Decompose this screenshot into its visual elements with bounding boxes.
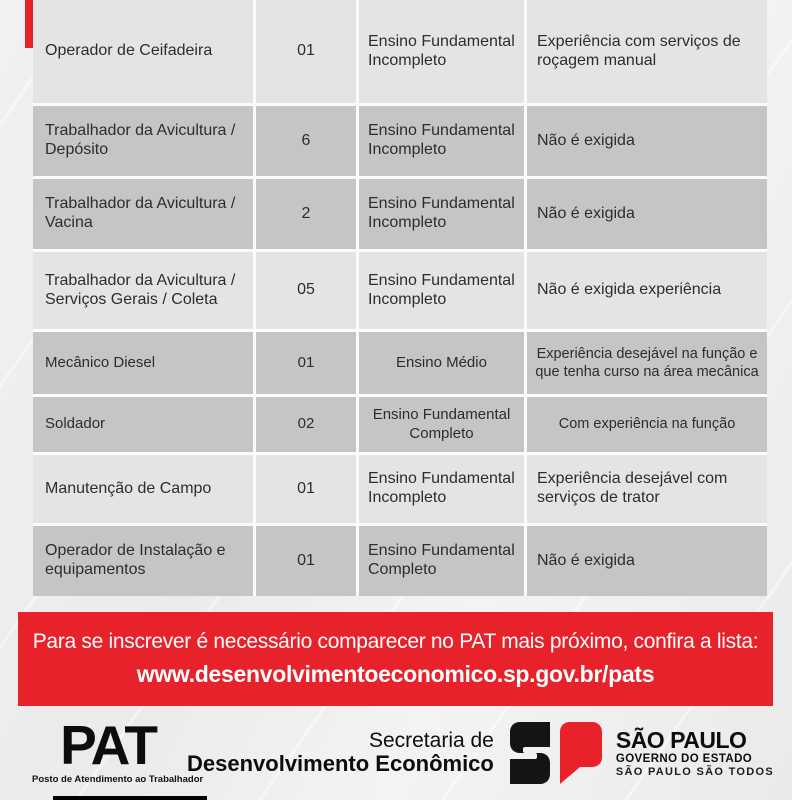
qty-cell: 01: [256, 455, 356, 523]
job-cell: Trabalhador da Avicultura / Depósito: [33, 106, 253, 176]
gov-wordmark: [616, 728, 782, 779]
secretaria-line1: Secretaria de: [368, 728, 494, 752]
banner-instruction: Para se inscrever é necessário comparecer no PAT mais próximo, confira a lista:: [32, 630, 759, 653]
gov-line2: GOVERNO DO ESTADO: [615, 753, 753, 766]
job-cell: Operador de Instalação e equipamentos: [33, 526, 253, 596]
education-cell: Ensino Médio: [359, 332, 524, 394]
experience-cell: Não é exigida experiência: [527, 252, 767, 329]
experience-cell: Experiência desejável na função e que tenha curso na área mecânica: [527, 332, 767, 394]
job-cell: Soldador: [33, 397, 253, 452]
education-cell: Ensino Fundamental Incompleto: [359, 179, 524, 249]
sp-logo-p-shape: [560, 722, 602, 784]
jobs-table: [33, 0, 767, 596]
qty-cell: 2: [256, 179, 356, 249]
sp-logo-icon: [508, 721, 604, 785]
qty-cell: 01: [256, 526, 356, 596]
sp-logo-s-shape: [510, 722, 550, 784]
pat-logo-underline: [53, 796, 207, 800]
pat-logo-title: PAT: [60, 714, 156, 777]
gov-line1: SÃO PAULO: [615, 726, 747, 753]
pat-logo-subtitle: Posto de Atendimento ao Trabalhador: [32, 773, 204, 785]
register-banner: [18, 612, 773, 706]
qty-cell: 6: [256, 106, 356, 176]
qty-cell: 05: [256, 252, 356, 329]
job-cell: Trabalhador da Avicultura / Vacina: [33, 179, 253, 249]
job-cell: Trabalhador da Avicultura / Serviços Gerais / Coleta: [33, 252, 253, 329]
qty-cell: 01: [256, 0, 356, 103]
red-accent-bar: [25, 0, 33, 48]
education-cell: Ensino Fundamental Incompleto: [359, 106, 524, 176]
experience-cell: Experiência desejável com serviços de trator: [527, 455, 767, 523]
banner-url[interactable]: www.desenvolvimentoeconomico.sp.gov.br/pats: [136, 661, 655, 687]
footer: [0, 706, 792, 800]
qty-cell: 02: [256, 397, 356, 452]
education-cell: Ensino Fundamental Completo: [359, 526, 524, 596]
experience-cell: Não é exigida: [527, 179, 767, 249]
experience-cell: Com experiência na função: [527, 397, 767, 452]
gov-line3: SÃO PAULO SÃO TODOS: [615, 766, 774, 779]
qty-cell: 01: [256, 332, 356, 394]
pat-logo: [32, 714, 204, 785]
experience-cell: Não é exigida: [527, 526, 767, 596]
job-cell: Manutenção de Campo: [33, 455, 253, 523]
experience-cell: Não é exigida: [527, 106, 767, 176]
experience-cell: Experiência com serviços de roçagem manual: [527, 0, 767, 103]
secretaria-line2: Desenvolvimento Econômico: [187, 751, 494, 777]
education-cell: Ensino Fundamental Incompleto: [359, 252, 524, 329]
education-cell: Ensino Fundamental Incompleto: [359, 0, 524, 103]
secretaria-wordmark: [187, 730, 494, 776]
education-cell: Ensino Fundamental Incompleto: [359, 455, 524, 523]
job-cell: Operador de Ceifadeira: [33, 0, 253, 103]
education-cell: Ensino Fundamental Completo: [359, 397, 524, 452]
job-cell: Mecânico Diesel: [33, 332, 253, 394]
